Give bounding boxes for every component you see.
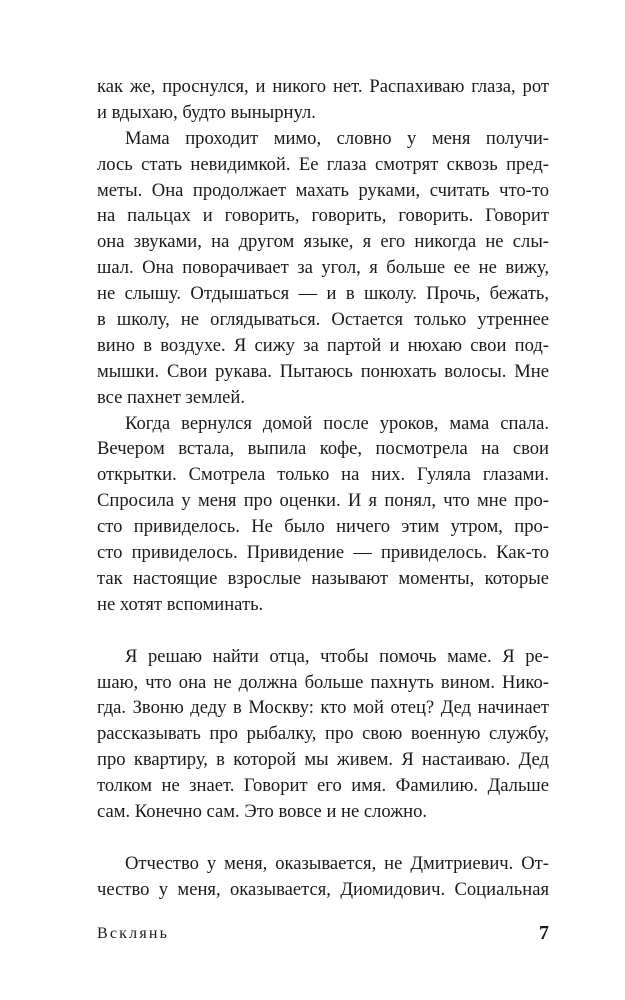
text-line: не хотят вспоминать. [97,593,264,615]
text-line: на пальцах и говорить, говорить, говорить. Говорит [97,205,549,227]
text-line: в школу, не оглядываться. Остается только утреннее [97,309,549,331]
text-line: Отчество у меня, оказывается, не Дмитриевич. От- [125,852,549,874]
text-line: меты. Она продолжает махать руками, считать что-то [97,179,549,201]
text-line: сто привиделось. Не было ничего этим утром, про- [97,516,549,538]
text-line: шаю, что она не должна больше пахнуть вином. Нико- [97,671,549,693]
text-line: чество у меня, оказывается, Диомидович. Социальная [97,878,549,900]
text-line: сто привиделось. Привидение — привиделось. Как-то [97,542,549,564]
text-line: мышки. Свои рукава. Пытаюсь понюхать волосы. Мне [97,360,549,382]
text-line: сам. Конечно сам. Это вовсе и не сложно. [97,801,428,823]
text-line: толком не знает. Говорит его имя. Фамилию. Дальше [97,775,549,797]
section-break [97,618,549,644]
running-footer-book-title: Всклянь [97,925,170,942]
text-line: Когда вернулся домой после уроков, мама спала. [125,412,549,434]
text-line: шал. Она поворачивает за угол, я больше ее не вижу, [97,257,549,279]
text-line: про квартиру, в которой мы живем. Я настаиваю. Дед [97,749,549,771]
paragraph [97,411,549,618]
text-line: лось стать невидимкой. Ее глаза смотрят сквозь пред- [97,153,549,175]
text-line: и вдыхаю, будто вынырнул. [97,101,316,123]
paragraph [97,644,549,825]
paragraph [97,74,549,126]
text-line: рассказывать про рыбалку, про свою военную службу, [97,723,549,745]
text-line: Я решаю найти отца, чтобы помочь маме. Я ре- [125,645,549,667]
text-line: вино в воздухе. Я сижу за партой и нюхаю свои под- [97,334,549,356]
text-line: Вечером встала, выпила кофе, посмотрела на свои [97,438,549,460]
text-line: она звуками, на другом языке, я его никогда не слы- [97,231,549,253]
text-line: Мама проходит мимо, словно у меня получи- [125,127,549,149]
text-line: Спросила у меня про оценки. И я понял, что мне про- [97,490,549,512]
paragraph [97,851,549,903]
text-line: открытки. Смотрела только на них. Гуляла глазами. [97,464,549,486]
text-line: гда. Звоню деду в Москву: кто мой отец? Дед начинает [97,697,549,719]
text-line: не слышу. Отдышаться — и в школу. Прочь, бежать, [97,283,549,305]
text-line: так настоящие взрослые называют моменты, которые [97,567,549,589]
text-line: как же, проснулся, и никого нет. Распахиваю глаза, рот [97,76,549,97]
page-number: 7 [539,922,549,944]
paragraph [97,126,549,411]
section-break [97,825,549,851]
page-body-text [97,74,549,903]
text-line: все пахнет землей. [97,386,246,408]
